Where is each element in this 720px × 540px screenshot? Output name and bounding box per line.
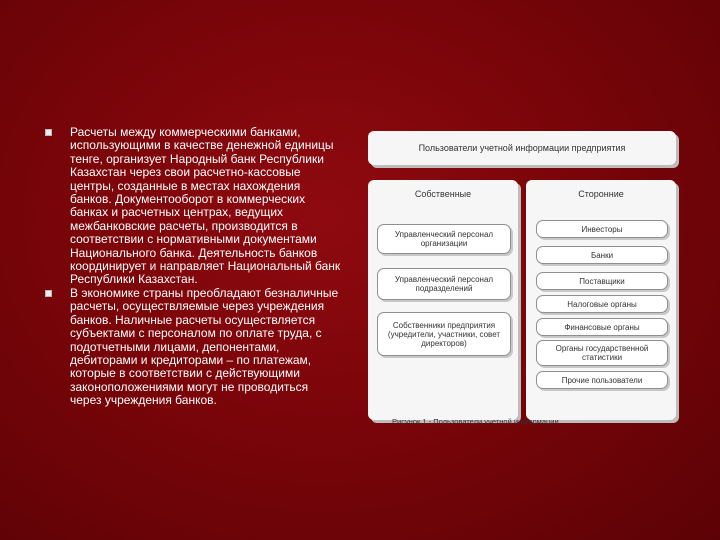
diagram-caption: Рисунок 1 - Пользователи учетной информации: [392, 417, 559, 426]
external-users-label: Сторонние: [578, 189, 624, 199]
diagram-title: Пользователи учетной информации предприятия: [418, 143, 626, 153]
bullet-square-icon: [45, 290, 52, 297]
external-user-box: Органы государственной статистики: [536, 340, 668, 366]
own-users-label: Собственные: [414, 189, 472, 199]
bullet-item: [42, 126, 342, 287]
external-user-box: Банки: [536, 246, 668, 264]
diagram-title-box: [368, 131, 676, 165]
external-user-box: Поставщики: [536, 272, 668, 290]
own-user-box: Управленческий персонал организации: [377, 224, 511, 254]
bullet-item: [42, 287, 342, 408]
external-user-box: Налоговые органы: [536, 295, 668, 313]
bullet-text: Расчеты между коммерческими банками, использующими в качестве денежной единицы тенге, организует Народный банк Республики Казахстан через свои расчетно-кассовые центры, созданные в местах нахождения банков. Документооборот в коммерческих банках и расчетных центрах, ведущих межбанковские расчеты, производится в соответствии с нормативными документами Национального банка. Деятельность банков координирует и направляет Национальный банк Республики Казахстан.: [70, 125, 341, 287]
external-user-box: Финансовые органы: [536, 318, 668, 336]
external-user-box: Инвесторы: [536, 220, 668, 238]
bullet-list: [42, 126, 342, 408]
bullet-square-icon: [45, 129, 52, 136]
external-users-group: [526, 180, 676, 420]
own-user-box: Собственники предприятия (учредители, участники, совет директоров): [377, 312, 511, 356]
own-users-group: [368, 180, 518, 420]
bullet-text: В экономике страны преобладают безналичные расчеты, осуществляемые через учреждения банков. Наличные расчеты осуществляется субъектами с персоналом по оплате труда, с подотчетными лицами, депонентами, дебиторами и кредиторами – по платежам, которые в соответствии с действующими законоположениями могут не проводиться через учреждения банков.: [70, 285, 339, 408]
own-user-box: Управленческий персонал подразделений: [377, 268, 511, 300]
external-user-box: Прочие пользователи: [536, 371, 668, 389]
users-diagram: [366, 128, 684, 428]
